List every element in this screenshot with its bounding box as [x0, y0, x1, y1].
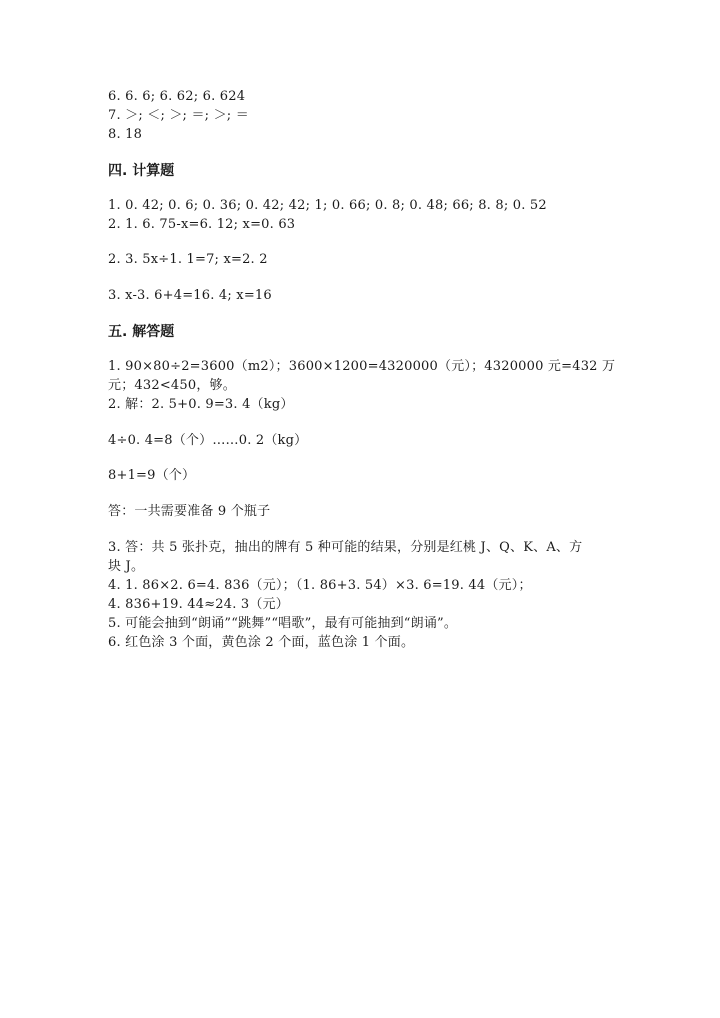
problem-line-3b: 块 J。	[108, 559, 145, 574]
problem-line-3a: 3. 答：共 5 张扑克，抽出的牌有 5 种可能的结果，分别是红桃 J、Q、K、A、方	[108, 540, 583, 555]
answer-line-7: 7. ＞; ＜; ＞; ＝; ＞; ＝	[108, 108, 249, 123]
answer-line-8: 8. 18	[108, 127, 143, 142]
problem-line-4b: 4. 836+19. 44≈24. 3（元）	[108, 597, 289, 612]
problem-line-2-answer: 答：一共需要准备 9 个瓶子	[108, 504, 271, 519]
calc-line-2b: 2. 3. 5x÷1. 1=7; x=2. 2	[108, 252, 268, 267]
problem-line-6: 6. 红色涂 3 个面，黄色涂 2 个面，蓝色涂 1 个面。	[108, 635, 415, 650]
problem-line-2b: 4÷0. 4=8（个）……0. 2（kg）	[108, 433, 308, 448]
problem-line-1a: 1. 90×80÷2=3600（m2）；3600×1200=4320000（元）；4320000 元=432 万	[108, 359, 616, 374]
section-heading-calculation: 四. 计算题	[108, 163, 175, 179]
calc-line-1: 1. 0. 42; 0. 6; 0. 36; 0. 42; 42; 1; 0. 66; 0. 8; 0. 48; 66; 8. 8; 0. 52	[108, 198, 547, 213]
problem-line-2c: 8+1=9（个）	[108, 468, 196, 483]
calc-line-2a: 2. 1. 6. 75-x=6. 12; x=0. 63	[108, 217, 296, 232]
section-heading-word-problems: 五. 解答题	[108, 324, 175, 340]
problem-line-5: 5. 可能会抽到“朗诵”“跳舞”“唱歌”，最有可能抽到“朗诵”。	[108, 616, 458, 631]
answer-line-6: 6. 6. 6; 6. 62; 6. 624	[108, 89, 246, 104]
problem-line-2a: 2. 解：2. 5+0. 9=3. 4（kg）	[108, 397, 294, 412]
calc-line-3: 3. x-3. 6+4=16. 4; x=16	[108, 288, 272, 303]
problem-line-1b: 元；432<450，够。	[108, 378, 236, 393]
problem-line-4a: 4. 1. 86×2. 6=4. 836（元）；（1. 86+3. 54）×3. 6=19. 44（元）；	[108, 578, 532, 593]
